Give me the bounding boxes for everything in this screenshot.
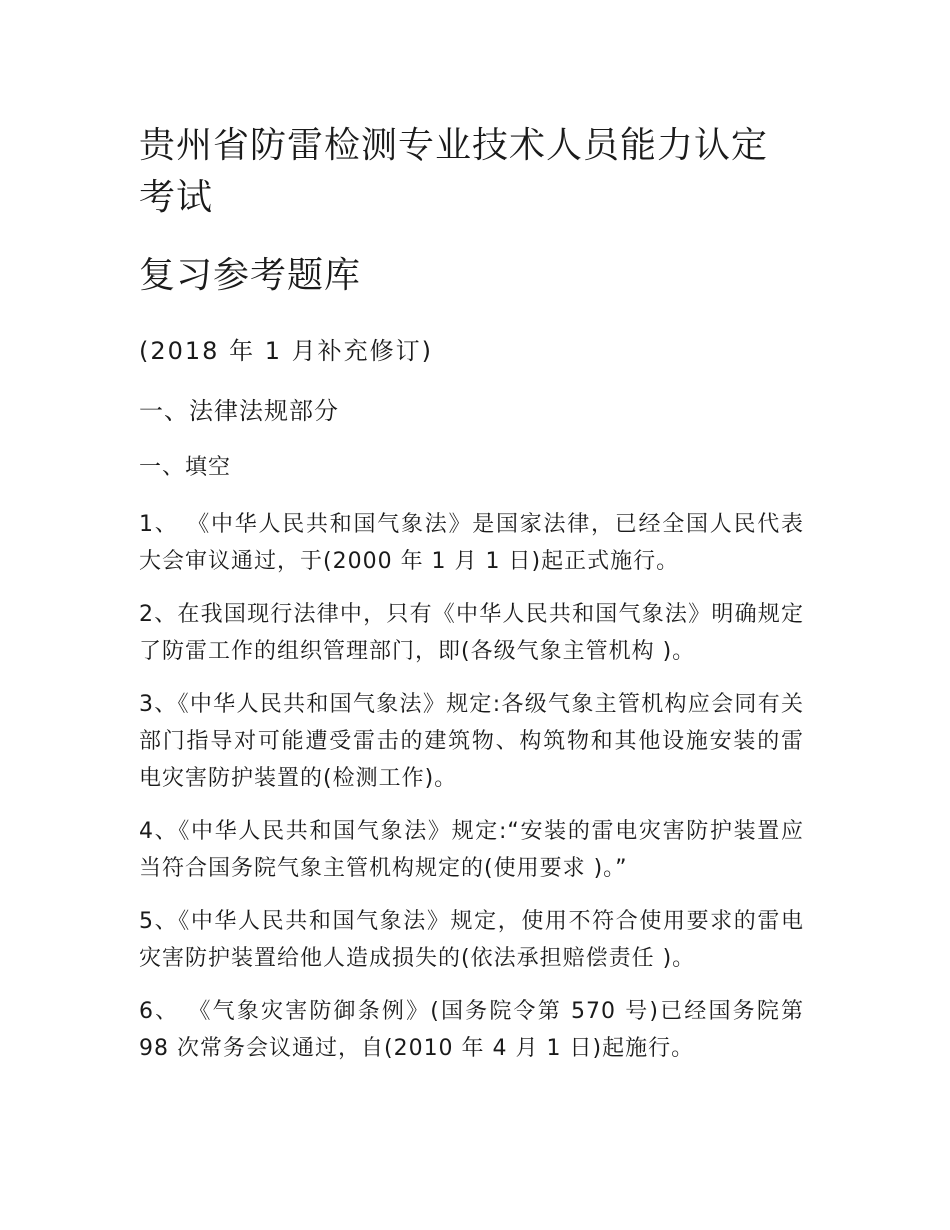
document-body: [139, 120, 804, 1083]
section-heading: 一、法律法规部分: [139, 397, 339, 425]
question-item: 5、《中华人民共和国气象法》规定，使用不符合使用要求的雷电灾害防护装置给他人造成损失的(依法承担赔偿责任 )。: [139, 909, 804, 971]
document-title: 贵州省防雷检测专业技术人员能力认定考试: [139, 125, 769, 218]
subsection-heading: 一、填空: [139, 455, 232, 480]
question-item: 6、 《气象灾害防御条例》(国务院令第 570 号)已经国务院第 98 次常务会议通过，自(2010 年 4 月 1 日)起施行。: [139, 999, 804, 1061]
question-list: [139, 506, 804, 1067]
question-item: 2、在我国现行法律中，只有《中华人民共和国气象法》明确规定了防雷工作的组织管理部门，即(各级气象主管机构 )。: [139, 602, 804, 664]
question-item: 4、《中华人民共和国气象法》规定:“安装的雷电灾害防护装置应当符合国务院气象主管机构规定的(使用要求 )。”: [139, 819, 804, 881]
question-item: 1、 《中华人民共和国气象法》是国家法律，已经全国人民代表大会审议通过，于(2000 年 1 月 1 日)起正式施行。: [139, 512, 804, 574]
question-item: 3、《中华人民共和国气象法》规定:各级气象主管机构应会同有关部门指导对可能遭受雷击的建筑物、构筑物和其他设施安装的雷电灾害防护装置的(检测工作)。: [139, 692, 804, 791]
document-subtitle: 复习参考题库: [139, 255, 362, 296]
revision-note: (2018 年 1 月补充修订): [139, 337, 433, 365]
